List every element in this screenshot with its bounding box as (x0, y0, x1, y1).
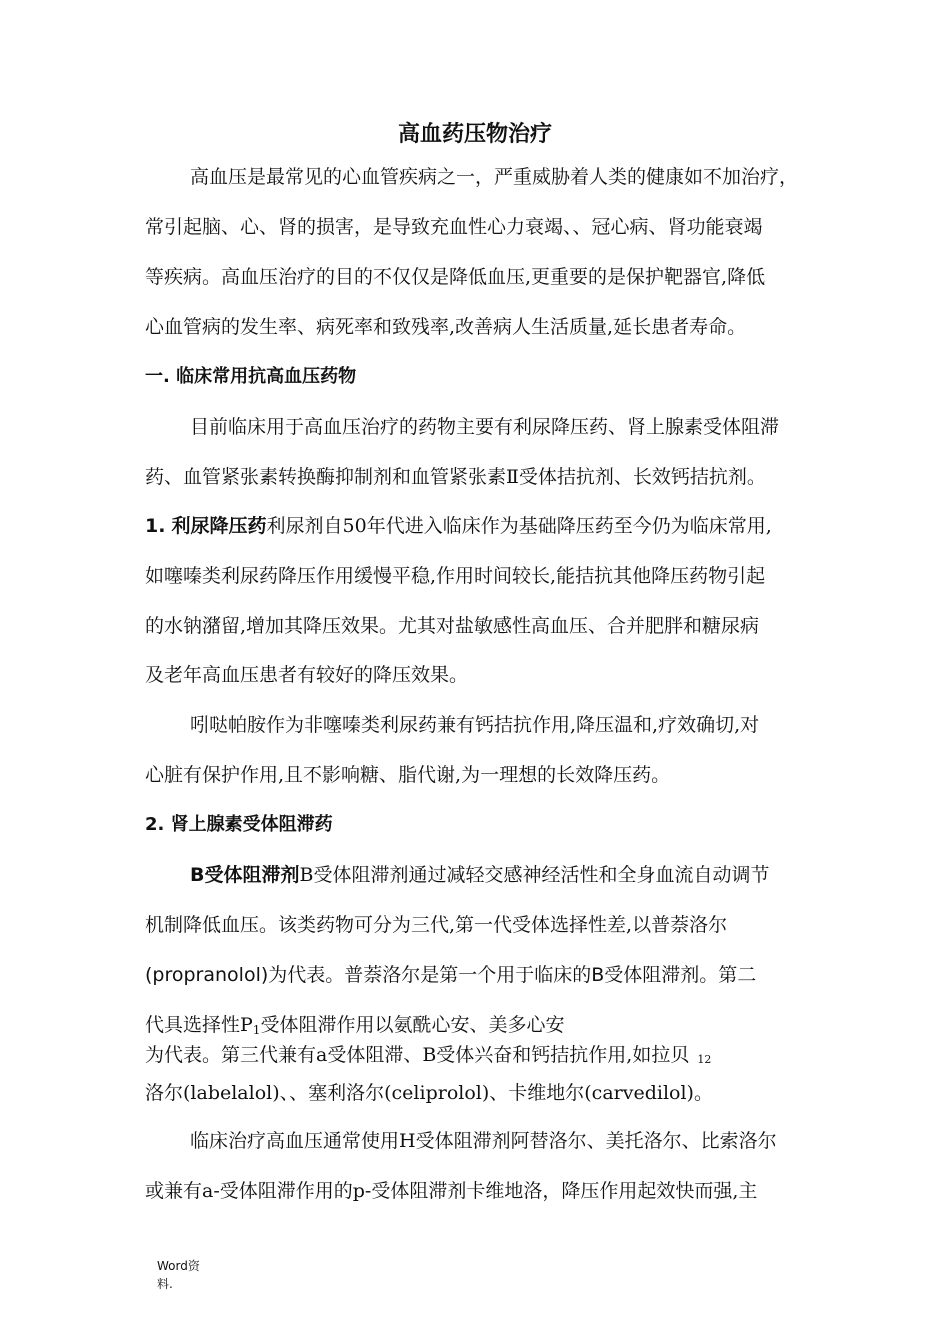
page-number: 12 (697, 1053, 712, 1066)
section-heading-1: 一. 临床常用抗高血压药物 (145, 366, 357, 387)
item2-first-text: B受体阻滞剂通过减轻交感神经活性和全身血流自动调节 (299, 864, 770, 886)
intro-line-1: 高血压是最常见的心血管疾病之一，严重威胁着人类的健康如不加治疗， (190, 166, 799, 188)
item1-first-line (145, 513, 772, 539)
item2-line-5 (145, 1042, 711, 1073)
intro-line-4: 心血管病的发生率、病死率和致残率,改善病人生活质量,延长患者寿命。 (145, 316, 747, 338)
section-heading-2: 2. 肾上腺素受体阻滞药 (145, 814, 333, 835)
item2-line4-after: 受体阻滞作用以氨酰心安、美多心安 (260, 1014, 565, 1036)
footer-line-2: 料. (157, 1277, 173, 1291)
item2-line4-before: 代具选择性P (145, 1014, 253, 1036)
item2-line-4 (145, 1012, 564, 1043)
page-title: 高血药压物治疗 (397, 122, 552, 147)
item1-line-2: 如噻嗪类利尿药降压作用缓慢平稳,作用时间较长,能拮抗其他降压药物引起 (145, 565, 766, 587)
item1-line-4: 及老年高血压患者有较好的降压效果。 (145, 664, 469, 686)
section1-line-1: 目前临床用于高血压治疗的药物主要有利尿降压药、肾上腺素受体阻滞 (190, 416, 780, 438)
item1-para2-line-2: 心脏有保护作用,且不影响糖、脂代谢,为一理想的长效降压药。 (145, 764, 671, 786)
item2-line5-text: 为代表。第三代兼有a受体阻滞、B受体兴奋和钙拮抗作用,如拉贝 (145, 1044, 690, 1066)
item2-bold-term: B受体阻滞剂 (190, 864, 300, 886)
section1-line-2: 药、血管紧张素转换酶抑制剂和血管紧张素Ⅱ受体拮抗剂、长效钙拮抗剂。 (145, 466, 766, 488)
item2-line4-subscript: 1 (252, 1023, 261, 1037)
footer-line-1: Word资 (157, 1259, 200, 1273)
item2-first-line (190, 862, 769, 888)
item1-number: 1. (145, 515, 166, 537)
item2-para2-line-2: 或兼有a-受体阻滞作用的p-受体阻滞剂卡维地洛，降压作用起效快而强,主 (145, 1180, 758, 1202)
intro-line-3: 等疾病。高血压治疗的目的不仅仅是降低血压,更重要的是保护靶器官,降低 (145, 266, 766, 288)
footer-note (157, 1257, 200, 1293)
item2-line-3: (propranolol)为代表。普萘洛尔是第一个用于临床的B受体阻滞剂。第二 (145, 964, 757, 986)
item1-line-3: 的水钠潴留,增加其降压效果。尤其对盐敏感性高血压、合并肥胖和糖尿病 (145, 615, 760, 637)
item2-line-2: 机制降低血压。该类药物可分为三代,第一代受体选择性差,以普萘洛尔 (145, 914, 728, 936)
item2-para2-line-1: 临床治疗高血压通常使用H受体阻滞剂阿替洛尔、美托洛尔、比索洛尔 (190, 1130, 777, 1152)
item2-line-6: 洛尔(labelalol)、、塞利洛尔(celiprolol)、卡维地尔(carvedilol)。 (145, 1082, 713, 1104)
item1-para2-line-1: 吲哒帕胺作为非噻嗪类利尿药兼有钙拮抗作用,降压温和,疗效确切,对 (190, 714, 760, 736)
item1-bold-term: 利尿降压药 (171, 515, 267, 537)
intro-line-2: 常引起脑、心、肾的损害，是导致充血性心力衰竭、、冠心病、肾功能衰竭 (145, 216, 763, 238)
item1-text: 利尿剂自50年代进入临床作为基础降压药至今仍为临床常用, (266, 515, 772, 537)
